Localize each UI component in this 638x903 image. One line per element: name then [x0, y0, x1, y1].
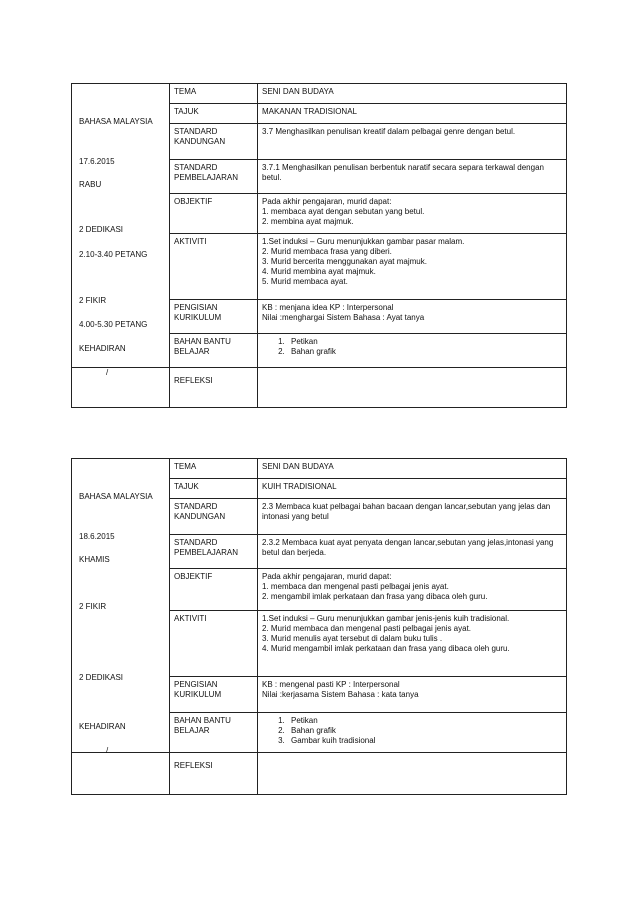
- bahan-item: 2. Bahan grafik: [287, 347, 562, 357]
- class-name-1: 2 FIKIR: [79, 602, 107, 611]
- objektif-label: OBJEKTIF: [170, 569, 258, 611]
- objektif-value: Pada akhir pengajaran, murid dapat: 1. membaca ayat dengan sebutan yang betul. 2. membina ayat majmuk.: [258, 194, 567, 234]
- lesson-date: 17.6.2015: [79, 157, 115, 166]
- pengisian-kurikulum-label: PENGISIAN KURIKULUM: [170, 677, 258, 713]
- lesson-day: RABU: [79, 180, 102, 189]
- subject: BAHASA MALAYSIA: [79, 117, 153, 126]
- tema-label: TEMA: [170, 459, 258, 479]
- pengisian-kurikulum-value: KB : mengenal pasti KP : Interpersonal Nilai :kerjasama Sistem Bahasa : kata tanya: [258, 677, 567, 713]
- standard-pembelajaran-value: 2.3.2 Membaca kuat ayat penyata dengan lancar,sebutan yang jelas,intonasi yang betul dan berjeda.: [258, 535, 567, 569]
- refleksi-label: REFLEKSI: [170, 368, 258, 408]
- bahan-item: 3. Gambar kuih tradisional: [287, 736, 562, 746]
- class-time-1: 2.10-3.40 PETANG: [79, 250, 148, 259]
- refleksi-value: [258, 368, 567, 408]
- standard-pembelajaran-value: 3.7.1 Menghasilkan penulisan berbentuk naratif secara separa terkawal dengan betul.: [258, 160, 567, 194]
- empty-side-cell: [72, 368, 170, 408]
- standard-kandungan-value: 2.3 Membaca kuat pelbagai bahan bacaan dengan lancar,sebutan yang jelas dan intonasi yang betul: [258, 499, 567, 535]
- bahan-item: 2. Bahan grafik: [287, 726, 562, 736]
- tajuk-value: MAKANAN TRADISIONAL: [258, 104, 567, 124]
- tajuk-label: TAJUK: [170, 104, 258, 124]
- lesson-info-cell: [72, 84, 170, 377]
- lesson-plan-table-2: [71, 458, 567, 795]
- class-name-2: 2 DEDIKASI: [79, 673, 124, 682]
- lesson-day: KHAMIS: [79, 555, 110, 564]
- standard-kandungan-value: 3.7 Menghasilkan penulisan kreatif dalam pelbagai genre dengan betul.: [258, 124, 567, 160]
- aktiviti-label: AKTIVITI: [170, 611, 258, 677]
- class-time-2: 4.00-5.30 PETANG: [79, 320, 148, 329]
- lesson-info-cell: [72, 459, 170, 753]
- tajuk-value: KUIH TRADISIONAL: [258, 479, 567, 499]
- lesson-plan-table-1: [71, 83, 567, 408]
- objektif-value: Pada akhir pengajaran, murid dapat: 1. membaca dan mengenal pasti pelbagai jenis ayat. 2. mengambil imlak perkataan dan frasa yang dibaca oleh guru.: [258, 569, 567, 611]
- bahan-bantu-belajar-value: [258, 713, 567, 753]
- attendance-label: KEHADIRAN: [79, 344, 126, 353]
- bahan-bantu-belajar-label: BAHAN BANTU BELAJAR: [170, 713, 258, 753]
- attendance-label: KEHADIRAN: [79, 722, 126, 731]
- empty-side-cell: [72, 753, 170, 795]
- aktiviti-value: 1.Set induksi – Guru menunjukkan gambar jenis-jenis kuih tradisional. 2. Murid membaca dan mengenal pasti pelbagai jenis ayat. 3. Murid menulis ayat tersebut di dalam buku tulis . 4. Murid mengambil imlak perkataan dan frasa yang dibaca oleh guru.: [258, 611, 567, 677]
- refleksi-value: [258, 753, 567, 795]
- tema-value: SENI DAN BUDAYA: [258, 459, 567, 479]
- standard-pembelajaran-label: STANDARD PEMBELAJARAN: [170, 160, 258, 194]
- bahan-item: 1. Petikan: [287, 337, 562, 347]
- bahan-bantu-belajar-value: [258, 334, 567, 368]
- lesson-date: 18.6.2015: [79, 532, 115, 541]
- subject: BAHASA MALAYSIA: [79, 492, 153, 501]
- standard-pembelajaran-label: STANDARD PEMBELAJARAN: [170, 535, 258, 569]
- class-name-2: 2 FIKIR: [79, 296, 107, 305]
- bahan-item: 1. Petikan: [287, 716, 562, 726]
- pengisian-kurikulum-value: KB : menjana idea KP : Interpersonal Nilai :menghargai Sistem Bahasa : Ayat tanya: [258, 300, 567, 334]
- tajuk-label: TAJUK: [170, 479, 258, 499]
- tema-value: SENI DAN BUDAYA: [258, 84, 567, 104]
- pengisian-kurikulum-label: PENGISIAN KURIKULUM: [170, 300, 258, 334]
- aktiviti-value: 1.Set induksi – Guru menunjukkan gambar pasar malam. 2. Murid membaca frasa yang diberi. 3. Murid bercerita menggunakan ayat majmuk. 4. Murid membina ayat majmuk. 5. Murid membaca ayat.: [258, 234, 567, 300]
- aktiviti-label: AKTIVITI: [170, 234, 258, 300]
- objektif-label: OBJEKTIF: [170, 194, 258, 234]
- bahan-bantu-belajar-label: BAHAN BANTU BELAJAR: [170, 334, 258, 368]
- class-name-1: 2 DEDIKASI: [79, 225, 124, 234]
- refleksi-label: REFLEKSI: [170, 753, 258, 795]
- attendance-value: /: [106, 368, 109, 377]
- standard-kandungan-label: STANDARD KANDUNGAN: [170, 499, 258, 535]
- tema-label: TEMA: [170, 84, 258, 104]
- standard-kandungan-label: STANDARD KANDUNGAN: [170, 124, 258, 160]
- attendance-value: /: [106, 746, 109, 755]
